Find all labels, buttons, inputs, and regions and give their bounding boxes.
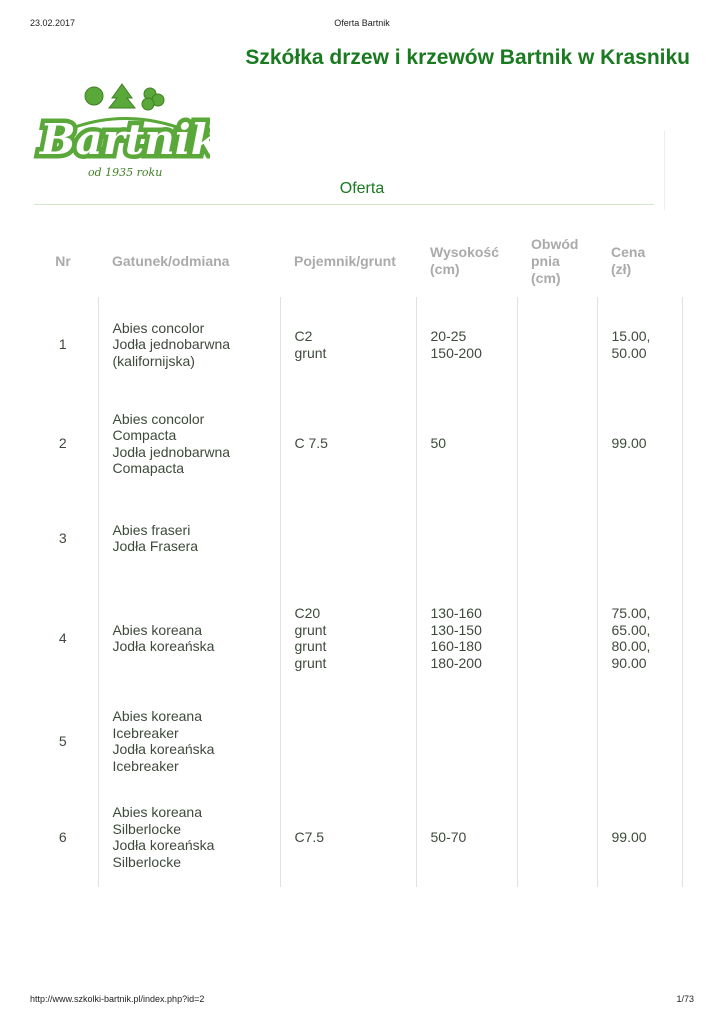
cell-price: 99.00 [597,392,682,495]
cell-height: 50-70 [416,787,517,887]
table-row [28,581,682,695]
header-price: Cena (zł) [611,244,646,277]
section-divider [34,204,654,205]
cell-girth [517,297,597,392]
cell-height: 130-160 130-150 160-180 180-200 [416,581,517,695]
cell-price: 75.00, 65.00, 80.00, 90.00 [597,581,682,695]
header-species: Gatunek/odmiana [112,252,230,269]
footer-page-number: 1/73 [676,994,694,1004]
table-header-row [28,225,682,297]
cell-container: C20 grunt grunt grunt [280,581,416,695]
cell-height [416,695,517,787]
cell-species: Abies koreana Jodła koreańska [98,581,280,695]
table-row [28,495,682,581]
cell-price [597,495,682,581]
bartnik-logo-graphic [32,80,210,180]
table-row [28,297,682,392]
svg-text:od 1935 roku: od 1935 roku [88,166,163,179]
section-title: Oferta [339,180,385,197]
cell-nr: 1 [58,336,67,353]
cell-nr: 4 [58,629,67,646]
cell-species: Abies koreana Silberlocke Jodła koreańska Silberlocke [98,787,280,887]
cell-nr: 6 [58,828,67,845]
header-height: Wysokość (cm) [430,244,499,277]
cell-species: Abies concolor Compacta Jodła jednobarwna Comapacta [98,392,280,495]
header-girth: Obwód pnia (cm) [531,235,579,286]
cell-price: 15.00, 50.00 [597,297,682,392]
header-nr: Nr [55,252,71,269]
table-row [28,392,682,495]
header-container: Pojemnik/grunt [294,252,396,269]
bartnik-logo[interactable] [32,80,210,180]
cell-nr: 5 [58,732,67,749]
cell-height [416,495,517,581]
cell-container [280,495,416,581]
svg-text:Bartnik: Bartnik [40,115,210,164]
cell-price: 99.00 [597,787,682,887]
table-row [28,695,682,787]
cell-species: Abies concolor Jodła jednobarwna (kalifornijska) [98,297,280,392]
cell-price [597,695,682,787]
cell-girth [517,695,597,787]
cell-container: C 7.5 [280,392,416,495]
cell-girth [517,581,597,695]
cell-container [280,695,416,787]
cell-girth [517,392,597,495]
cell-girth [517,787,597,887]
print-title: Oferta Bartnik [334,18,390,28]
table-row [28,787,682,887]
footer-url: http://www.szkolki-bartnik.pl/index.php?id=2 [30,994,205,1004]
cell-container: C2 grunt [280,297,416,392]
cell-height: 20-25 150-200 [416,297,517,392]
cell-nr: 2 [58,435,67,452]
print-date: 23.02.2017 [30,18,76,28]
cell-species: Abies fraseri Jodła Frasera [98,495,280,581]
cell-nr: 3 [58,529,67,546]
offer-table [28,225,683,887]
cell-species: Abies koreana Icebreaker Jodła koreańska Icebreaker [98,695,280,787]
cell-girth [517,495,597,581]
site-title: Szkółka drzew i krzewów Bartnik w Krasniku [245,46,690,69]
cell-container: C7.5 [280,787,416,887]
cell-height: 50 [416,392,517,495]
side-decoration [664,130,679,210]
